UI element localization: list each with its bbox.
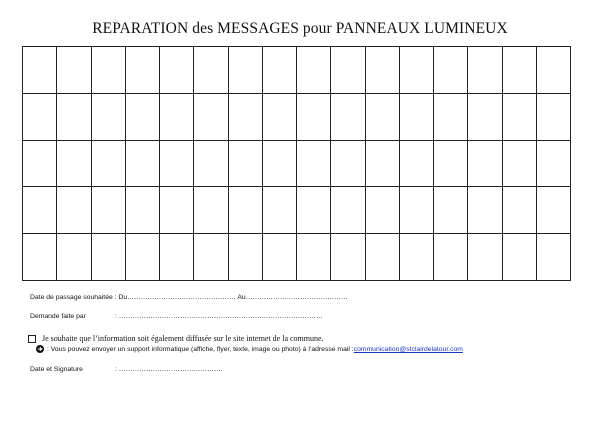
- website-consent-line: [28, 334, 324, 343]
- grid-cell[interactable]: [365, 187, 399, 234]
- grid-cell[interactable]: [468, 234, 502, 281]
- grid-cell[interactable]: [91, 234, 125, 281]
- grid-cell[interactable]: [502, 140, 536, 187]
- grid-cell[interactable]: [262, 93, 296, 140]
- grid-cell[interactable]: [228, 187, 262, 234]
- grid-cell[interactable]: [194, 47, 228, 94]
- grid-cell[interactable]: [297, 187, 331, 234]
- grid-cell[interactable]: [365, 234, 399, 281]
- grid-cell[interactable]: [399, 140, 433, 187]
- grid-cell[interactable]: [331, 187, 365, 234]
- grid-row: [23, 93, 571, 140]
- grid-cell[interactable]: [23, 93, 57, 140]
- grid-cell[interactable]: [331, 47, 365, 94]
- grid-cell[interactable]: [125, 140, 159, 187]
- grid-row: [23, 187, 571, 234]
- grid-cell[interactable]: [297, 234, 331, 281]
- signature-field[interactable]: : ……………………………………….: [115, 366, 223, 373]
- grid-cell[interactable]: [468, 187, 502, 234]
- grid-cell[interactable]: [399, 187, 433, 234]
- grid-cell[interactable]: [23, 187, 57, 234]
- grid-cell[interactable]: [160, 93, 194, 140]
- grid-cell[interactable]: [331, 234, 365, 281]
- grid-cell[interactable]: [434, 234, 468, 281]
- grid-row: [23, 234, 571, 281]
- grid-cell[interactable]: [331, 140, 365, 187]
- grid-cell[interactable]: [194, 187, 228, 234]
- grid-cell[interactable]: [228, 47, 262, 94]
- grid-cell[interactable]: [399, 47, 433, 94]
- grid-cell[interactable]: [194, 93, 228, 140]
- grid-cell[interactable]: [399, 234, 433, 281]
- email-link[interactable]: communication@stclairdelatour.com: [353, 345, 463, 353]
- grid-row: [23, 47, 571, 94]
- grid-cell[interactable]: [228, 234, 262, 281]
- grid-cell[interactable]: [23, 47, 57, 94]
- grid-cell[interactable]: [57, 140, 91, 187]
- grid-cell[interactable]: [125, 93, 159, 140]
- grid-cell[interactable]: [399, 93, 433, 140]
- grid-cell[interactable]: [57, 187, 91, 234]
- grid-cell[interactable]: [468, 47, 502, 94]
- grid-row: [23, 140, 571, 187]
- grid-cell[interactable]: [331, 93, 365, 140]
- grid-cell[interactable]: [125, 47, 159, 94]
- grid-cell[interactable]: [468, 140, 502, 187]
- grid-cell[interactable]: [91, 187, 125, 234]
- grid-cell[interactable]: [502, 234, 536, 281]
- grid-cell[interactable]: [57, 93, 91, 140]
- grid-cell[interactable]: [434, 47, 468, 94]
- grid-cell[interactable]: [125, 187, 159, 234]
- grid-cell[interactable]: [365, 140, 399, 187]
- grid-cell[interactable]: [468, 93, 502, 140]
- grid-cell[interactable]: [125, 234, 159, 281]
- grid-cell[interactable]: [502, 93, 536, 140]
- support-note-line: [36, 345, 463, 353]
- grid-cell[interactable]: [262, 140, 296, 187]
- grid-cell[interactable]: [194, 234, 228, 281]
- grid-cell[interactable]: [536, 187, 570, 234]
- grid-cell[interactable]: [434, 93, 468, 140]
- grid-cell[interactable]: [365, 47, 399, 94]
- grid-cell[interactable]: [536, 140, 570, 187]
- grid-cell[interactable]: [91, 140, 125, 187]
- grid-cell[interactable]: [228, 140, 262, 187]
- website-consent-text: Je souhaite que l’information soit également diffusée sur le site internet de la commune.: [42, 334, 324, 343]
- grid-cell[interactable]: [160, 47, 194, 94]
- grid-cell[interactable]: [297, 93, 331, 140]
- date-from-field[interactable]: Du…………………………………………: [118, 294, 236, 301]
- checkbox-icon[interactable]: [28, 335, 36, 343]
- grid-cell[interactable]: [262, 187, 296, 234]
- grid-cell[interactable]: [536, 234, 570, 281]
- grid-cell[interactable]: [434, 187, 468, 234]
- signature-line: [30, 366, 223, 373]
- grid-cell[interactable]: [57, 47, 91, 94]
- requester-label: Demande faite par: [30, 313, 86, 320]
- signature-label: Date et Signature: [30, 366, 83, 373]
- grid-cell[interactable]: [434, 140, 468, 187]
- date-to-field[interactable]: Au………………………………………: [235, 294, 348, 301]
- grid-cell[interactable]: [262, 47, 296, 94]
- page-title: REPARATION des MESSAGES pour PANNEAUX LUMINEUX: [92, 20, 508, 37]
- grid-cell[interactable]: [160, 140, 194, 187]
- grid-cell[interactable]: [365, 93, 399, 140]
- desired-dates-label: Date de passage souhaitée :: [30, 294, 119, 301]
- grid-cell[interactable]: [297, 140, 331, 187]
- grid-cell[interactable]: [160, 187, 194, 234]
- grid-cell[interactable]: [160, 234, 194, 281]
- grid-cell[interactable]: [23, 234, 57, 281]
- grid-cell[interactable]: [502, 47, 536, 94]
- grid-cell[interactable]: [91, 47, 125, 94]
- requester-field[interactable]: : ………………………………………………………………………………: [115, 313, 323, 320]
- grid-cell[interactable]: [262, 234, 296, 281]
- desired-dates-line: [30, 294, 348, 301]
- support-note-text: : Vous pouvez envoyer un support informatique (affiche, flyer, texte, image ou photo) à l’adresse mail :: [47, 345, 354, 353]
- grid-cell[interactable]: [536, 93, 570, 140]
- grid-cell[interactable]: [194, 140, 228, 187]
- grid-cell[interactable]: [91, 93, 125, 140]
- arrow-right-circle-icon: [36, 345, 44, 353]
- grid-cell[interactable]: [536, 47, 570, 94]
- grid-cell[interactable]: [502, 187, 536, 234]
- grid-cell[interactable]: [228, 93, 262, 140]
- grid-cell[interactable]: [23, 140, 57, 187]
- grid-cell[interactable]: [297, 47, 331, 94]
- grid-cell[interactable]: [57, 234, 91, 281]
- requester-line: [30, 313, 323, 320]
- letter-grid: [22, 46, 571, 281]
